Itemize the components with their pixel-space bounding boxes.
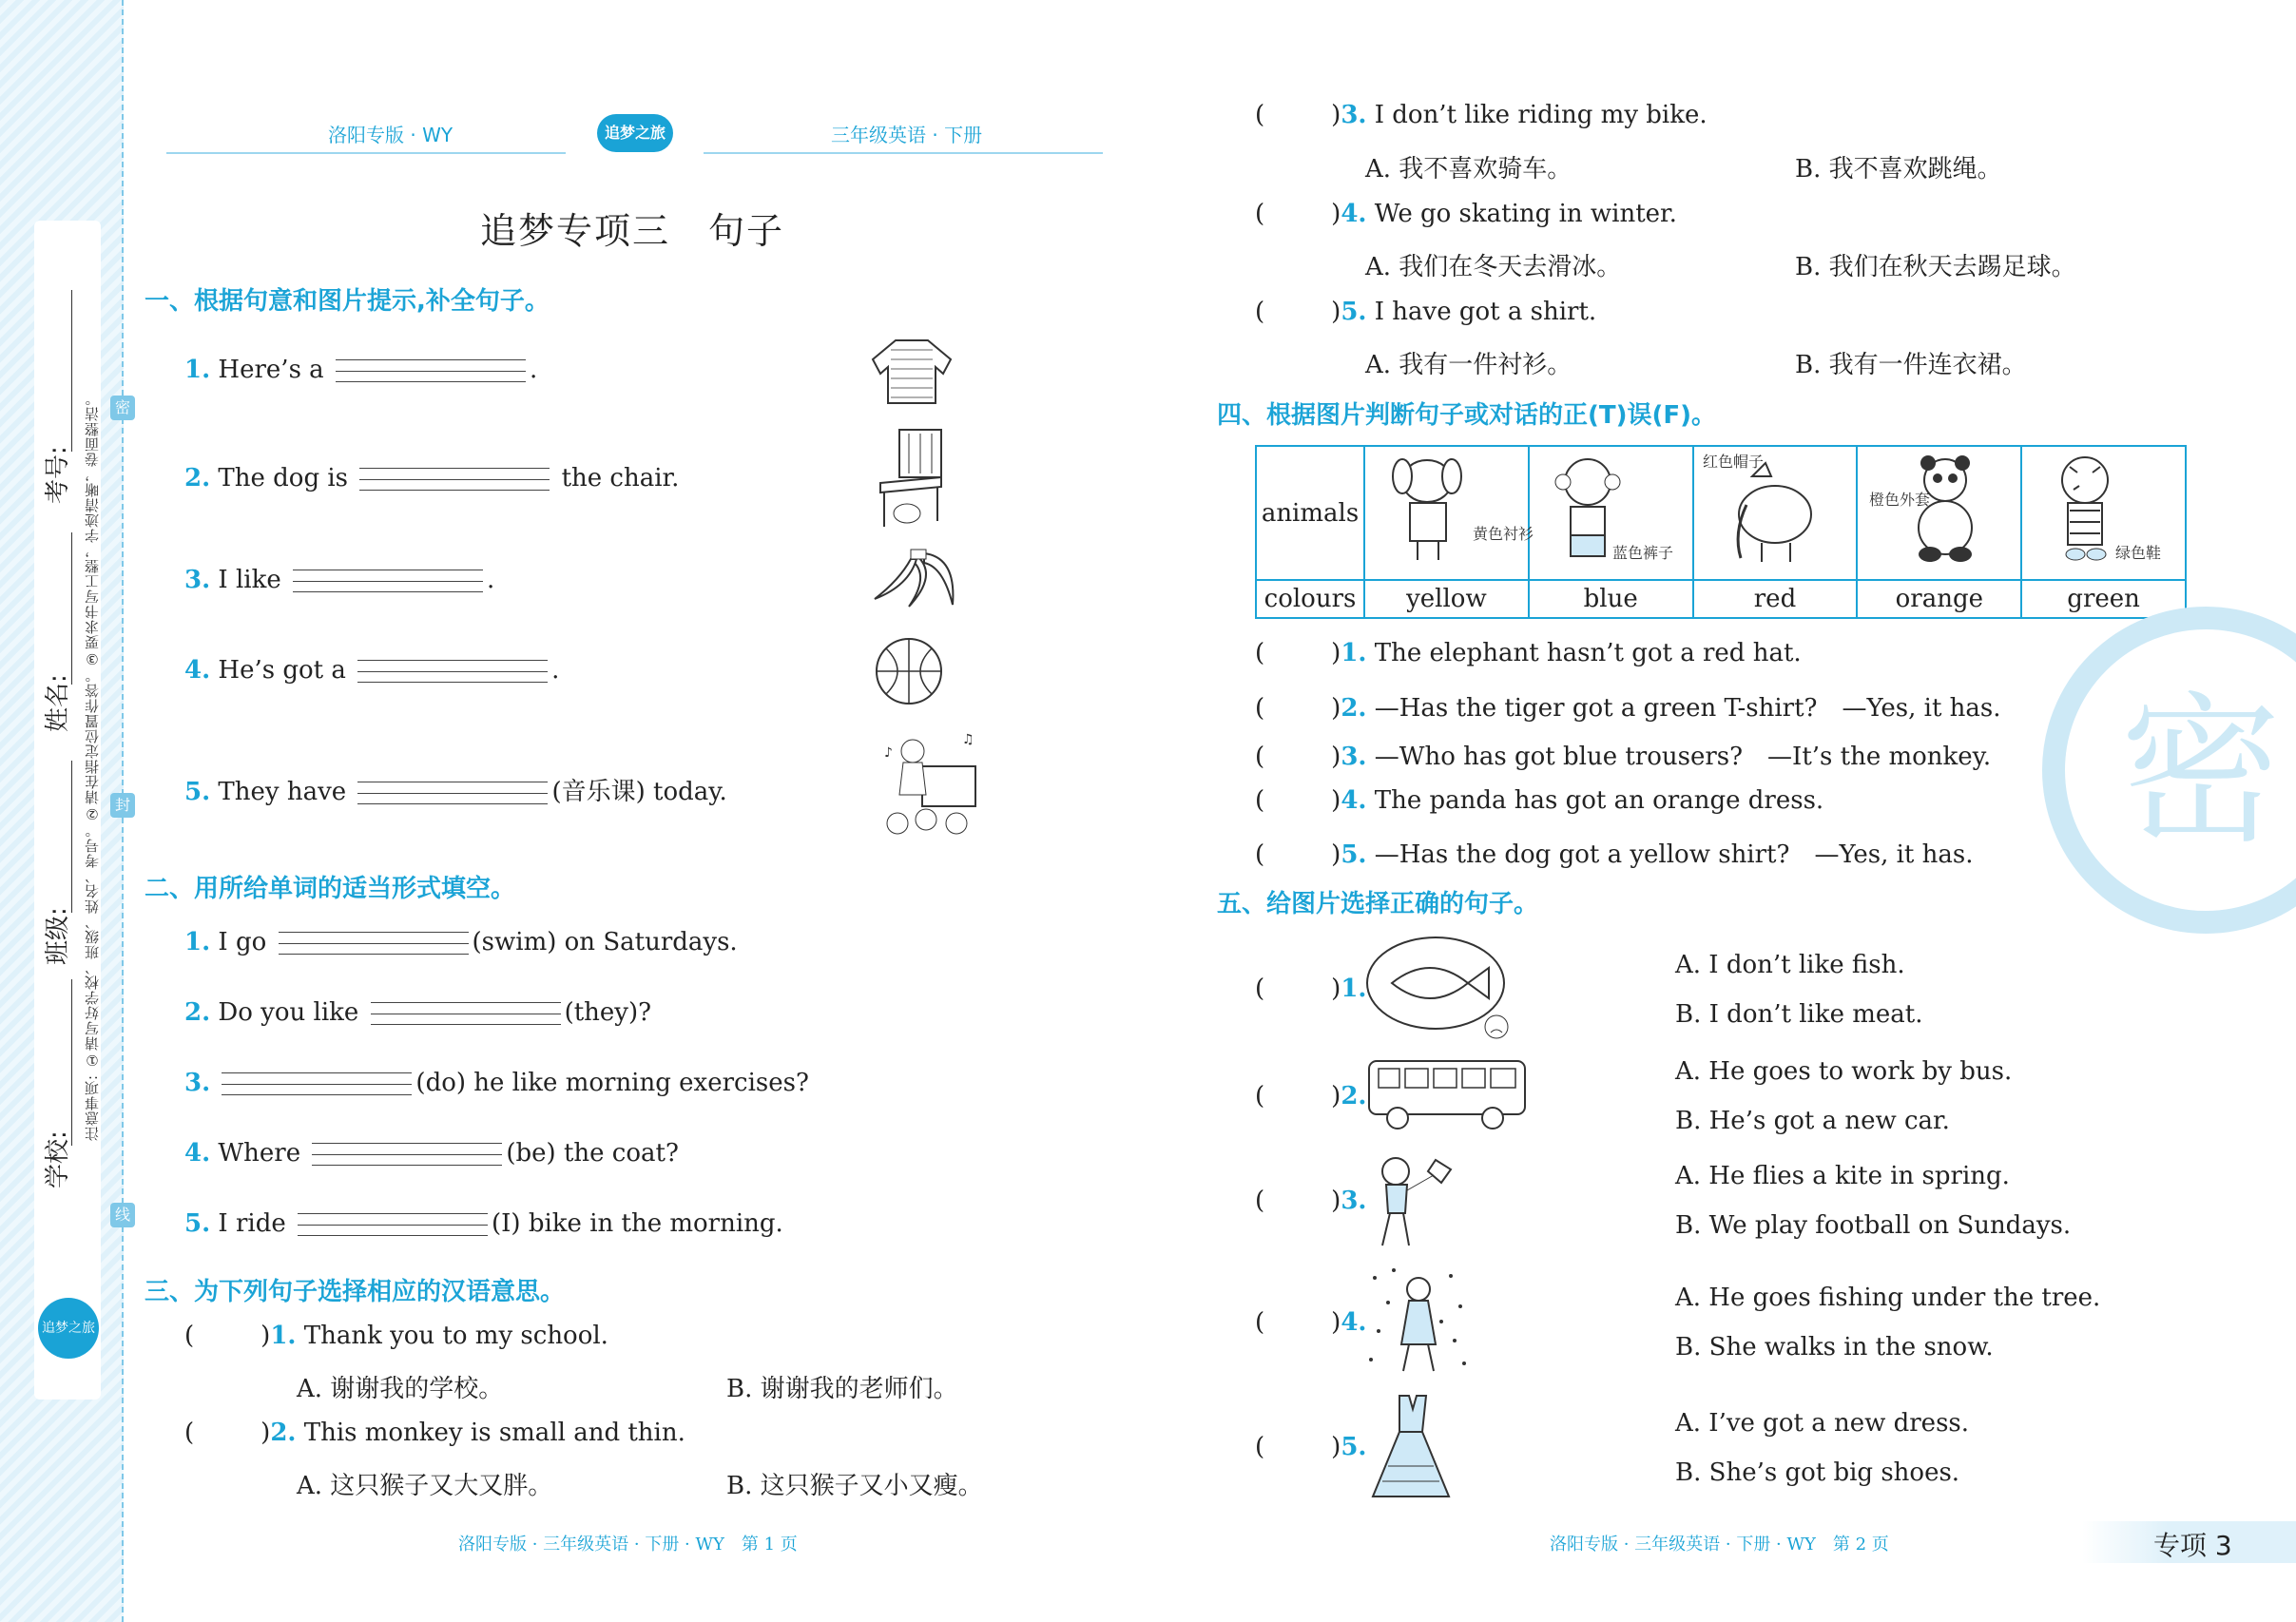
s3-q4-option-a: A. 我们在冬天去滑冰。: [1365, 253, 1622, 281]
dog-pic-label: 黄色衬衫: [1473, 525, 1534, 543]
answer-blank[interactable]: [359, 468, 550, 491]
tiger-pic-label: 绿色鞋: [2114, 544, 2161, 562]
s5-q4-option-a: A. He goes fishing under the tree.: [1675, 1284, 2101, 1312]
s2-q5: 5. I ride (I) bike in the morning.: [184, 1209, 783, 1238]
sweater-image: [867, 331, 956, 409]
s3-q3: ( )3. I don’t like riding my bike.: [1255, 101, 1708, 129]
s5-q5: ( )5.: [1255, 1433, 1367, 1461]
s5-q1-option-a: A. I don’t like fish.: [1675, 951, 1905, 979]
s5-q2: ( )2.: [1255, 1082, 1367, 1110]
s3-q5: ( )5. I have got a shirt.: [1255, 298, 1597, 326]
name-field[interactable]: [71, 532, 72, 685]
header-rule-left: [166, 152, 566, 154]
colour-cell: green: [2021, 580, 2186, 618]
school-label: 学校:: [44, 1130, 72, 1188]
seal-xian: 线: [110, 1203, 135, 1227]
section-1-title: 一、根据句意和图片提示,补全句子。: [145, 287, 550, 316]
school-field[interactable]: [71, 979, 72, 1146]
section-4-title: 四、根据图片判断句子或对话的正(T)误(F)。: [1217, 401, 1717, 430]
s1-q5: 5. They have (音乐课) today.: [184, 778, 727, 806]
answer-blank[interactable]: [357, 782, 548, 804]
s5-q3: ( )3.: [1255, 1187, 1367, 1215]
monkey-pic-label: 蓝色裤子: [1612, 544, 1674, 562]
answer-blank[interactable]: [293, 570, 483, 592]
panda-image: [1863, 448, 2016, 571]
binding-strip: [0, 0, 124, 1622]
s3-q1-option-a: A. 谢谢我的学校。: [297, 1375, 504, 1403]
s3-q3-option-a: A. 我不喜欢骑车。: [1365, 155, 1572, 183]
answer-blank[interactable]: [279, 932, 469, 955]
s1-q4: 4. He’s got a .: [184, 656, 560, 685]
class-field[interactable]: [71, 761, 72, 913]
s2-q1: 1. I go (swim) on Saturdays.: [184, 928, 738, 956]
s5-q2-option-a: A. He goes to work by bus.: [1675, 1057, 2013, 1086]
s5-q5-option-b: B. She’s got big shoes.: [1675, 1458, 1960, 1487]
s5-q3-option-b: B. We play football on Sundays.: [1675, 1211, 2072, 1240]
animal-panda-cell: [1857, 446, 2021, 580]
s3-q5-option-b: B. 我有一件连衣裙。: [1795, 351, 2027, 379]
s3-q1-option-b: B. 谢谢我的老师们。: [726, 1375, 958, 1403]
s5-q1-option-b: B. I don’t like meat.: [1675, 1000, 1923, 1029]
s1-q3: 3. I like .: [184, 566, 495, 594]
answer-blank[interactable]: [222, 1072, 412, 1095]
s5-q3-option-a: A. He flies a kite in spring.: [1675, 1162, 2010, 1190]
boy-kite-image: [1363, 1150, 1458, 1253]
side-logo: 追梦之旅: [38, 1298, 99, 1359]
header-left: 洛阳专版 · WY: [328, 124, 453, 146]
s3-q2-option-a: A. 这只猴子又大又胖。: [297, 1472, 553, 1500]
elephant-image: [1699, 448, 1851, 571]
s5-q4-option-b: B. She walks in the snow.: [1675, 1333, 1994, 1361]
colour-cell: red: [1693, 580, 1858, 618]
animal-monkey-cell: [1529, 446, 1693, 580]
s1-q2: 2. The dog is the chair.: [184, 464, 680, 492]
answer-blank[interactable]: [336, 359, 526, 382]
s5-q4: ( )4.: [1255, 1308, 1367, 1337]
s2-q3: 3. (do) he like morning exercises?: [184, 1069, 809, 1097]
class-label: 班级:: [44, 907, 72, 965]
s3-q1: ( )1. Thank you to my school.: [184, 1322, 608, 1350]
animal-tiger-cell: [2021, 446, 2186, 580]
svg-text:♪: ♪: [884, 745, 893, 761]
row-label-colours: colours: [1256, 580, 1364, 618]
s5-q2-option-b: B. He’s got a new car.: [1675, 1107, 1950, 1135]
bananas-image: [871, 548, 962, 614]
seal-mi: 密: [110, 396, 135, 420]
s2-q4: 4. Where (be) the coat?: [184, 1139, 679, 1168]
s3-q5-option-a: A. 我有一件衬衫。: [1365, 351, 1572, 379]
colour-cell: yellow: [1364, 580, 1529, 618]
svg-text:♫: ♫: [962, 732, 974, 747]
dog-image: [1370, 448, 1534, 571]
animals-table: [1255, 445, 2187, 619]
girl-snow-image: [1365, 1265, 1470, 1379]
s4-q5: ( )5. —Has the dog got a yellow shirt? —Yes, it has.: [1255, 840, 1974, 869]
s3-q2-option-b: B. 这只猴子又小又瘦。: [726, 1472, 983, 1500]
row-label-animals: animals: [1256, 446, 1364, 580]
elephant-pic-label: 红色帽子: [1702, 453, 1764, 471]
s4-q3: ( )3. —Who has got blue trousers? —It’s the monkey.: [1255, 743, 1992, 771]
s4-q2: ( )2. —Has the tiger got a green T-shirt? —Yes, it has.: [1255, 694, 2001, 723]
s4-q1: ( )1. The elephant hasn’t got a red hat.: [1255, 639, 1802, 667]
header-right: 三年级英语 · 下册: [831, 124, 983, 146]
exam-no-field[interactable]: [71, 290, 72, 452]
s1-q1: 1. Here’s a .: [184, 356, 538, 384]
dress-image: [1365, 1390, 1457, 1502]
s5-q5-option-a: A. I’ve got a new dress.: [1675, 1409, 1970, 1438]
panda-pic-label: 橙色外套: [1868, 491, 1930, 509]
seal-feng: 封: [110, 793, 135, 818]
colour-cell: blue: [1529, 580, 1693, 618]
s3-q2: ( )2. This monkey is small and thin.: [184, 1419, 685, 1447]
section-tag: 专项 3: [2153, 1530, 2232, 1561]
header-logo: 追梦之旅: [597, 114, 673, 152]
section-3-title: 三、为下列句子选择相应的汉语意思。: [145, 1278, 566, 1306]
s3-q3-option-b: B. 我不喜欢跳绳。: [1795, 155, 2002, 183]
s5-q1: ( )1.: [1255, 975, 1367, 1003]
basketball-image: [873, 635, 945, 707]
footer-left: 洛阳专版 · 三年级英语 · 下册 · WY 第 1 页: [458, 1535, 798, 1554]
answer-blank[interactable]: [312, 1143, 502, 1166]
section-2-title: 二、用所给单词的适当形式填空。: [145, 875, 516, 903]
colour-cell: orange: [1857, 580, 2021, 618]
monkey-image: [1534, 448, 1687, 571]
svg-text:密: 密: [2120, 678, 2283, 866]
seal-watermark-icon: [2035, 608, 2296, 932]
exam-no-label: 考号:: [44, 446, 72, 504]
s2-q2: 2. Do you like (they)?: [184, 998, 652, 1027]
notice-text: 注意事项: ①请写好学校、班级、姓名、考号。②请在指定位置作答。③要求书写工整，字迹清晰，卷面整洁。: [84, 391, 101, 1141]
animal-elephant-cell: [1693, 446, 1858, 580]
name-label: 姓名:: [44, 674, 72, 732]
header-rule-right: [704, 152, 1103, 154]
s3-q4: ( )4. We go skating in winter.: [1255, 200, 1677, 228]
s3-q4-option-b: B. 我们在秋天去踢足球。: [1795, 253, 2076, 281]
animal-dog-cell: [1364, 446, 1534, 580]
music-class-image: [878, 728, 979, 846]
bus-image: [1363, 1055, 1531, 1133]
answer-blank[interactable]: [357, 660, 548, 683]
answer-blank[interactable]: [298, 1213, 488, 1236]
answer-blank[interactable]: [371, 1002, 561, 1025]
section-5-title: 五、给图片选择正确的句子。: [1217, 890, 1539, 918]
page-title: 追梦专项三 句子: [480, 210, 785, 252]
fish-plate-image: [1363, 934, 1515, 1040]
tiger-image: [2028, 448, 2180, 571]
s4-q4: ( )4. The panda has got an orange dress.: [1255, 786, 1824, 815]
chair-dog-image: [871, 426, 949, 531]
footer-right: 洛阳专版 · 三年级英语 · 下册 · WY 第 2 页: [1550, 1535, 1889, 1554]
